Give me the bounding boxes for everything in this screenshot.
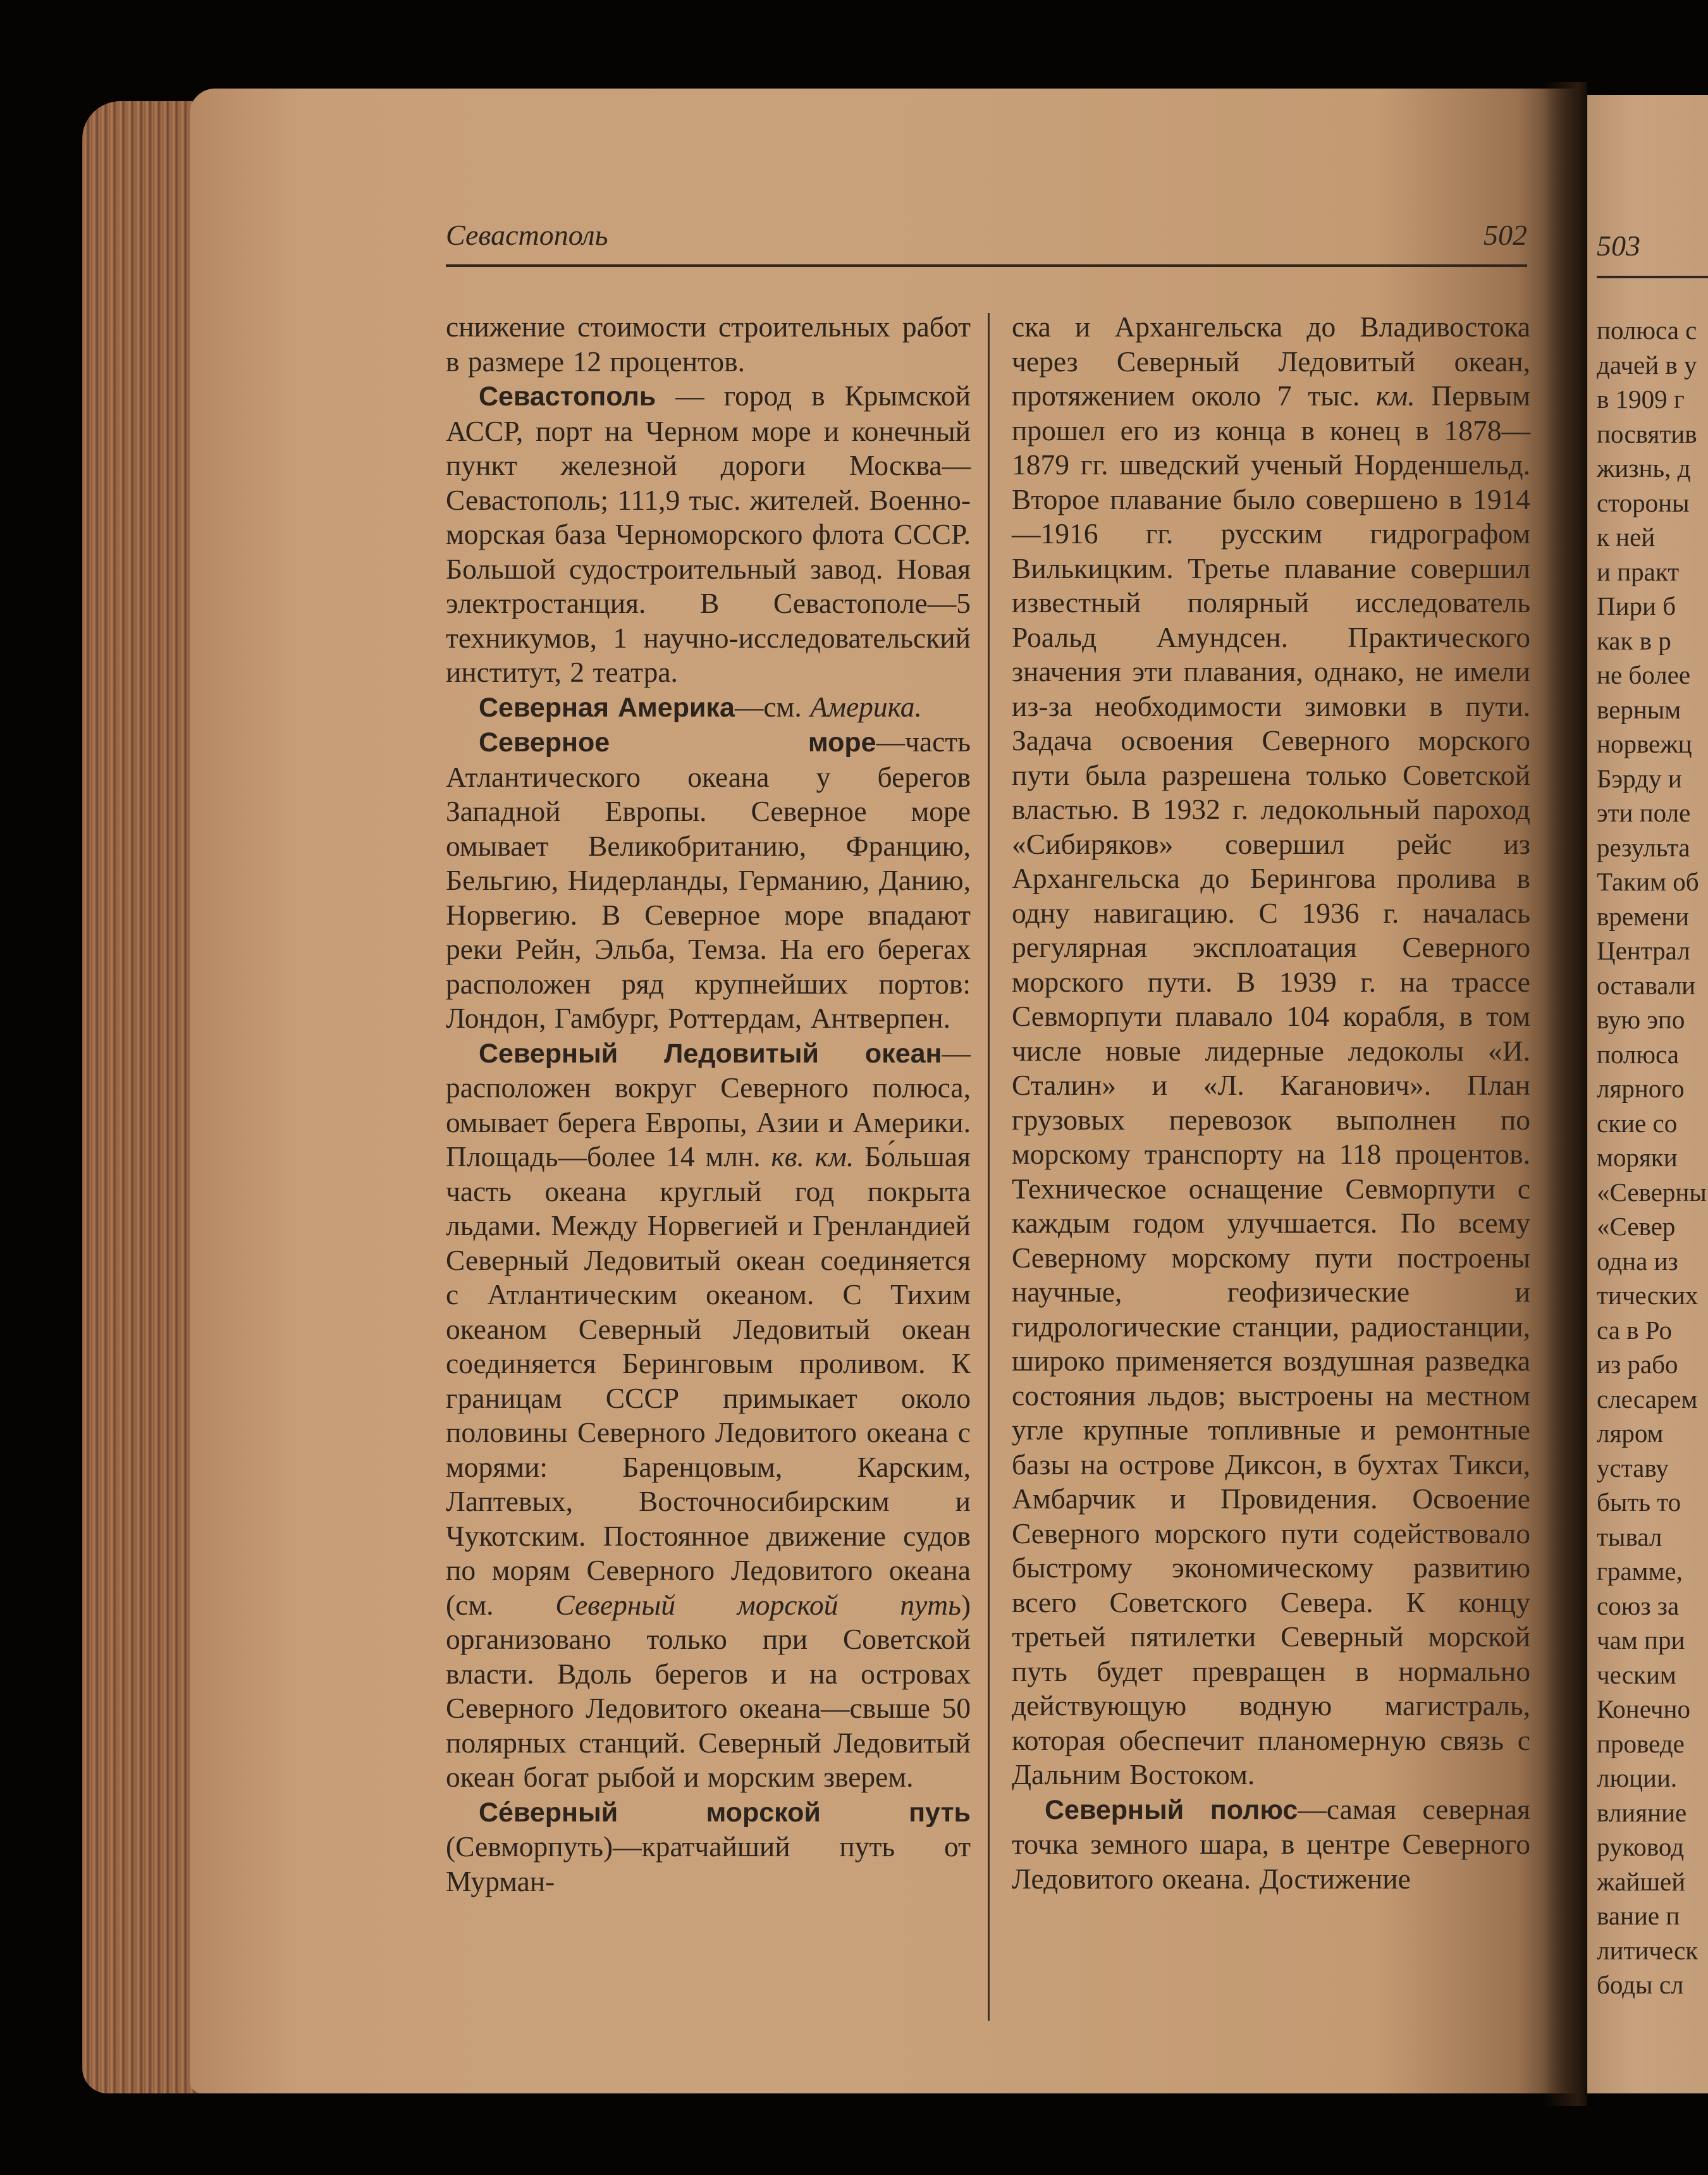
right-page-line: жайшей <box>1597 1866 1686 1896</box>
right-page-line: норвежц <box>1597 729 1692 758</box>
right-page-line: Конечно <box>1597 1694 1690 1723</box>
right-page-line: боды сл <box>1597 1970 1684 1999</box>
right-page-line: не более <box>1597 660 1691 689</box>
entry-text: —часть Атлантического океана у берегов Западной Европы. Северное море омывает Великобританию, Францию, Бельгию, Нидерланды, Германию, Данию, Норвегию. В Северное море впадают реки Рейн, Эльба, Темза. На его берегах расположен ряд крупнейших портов: Лондон, Гамбург, Роттердам, Антверпен. <box>446 725 971 1034</box>
right-page-line: верным <box>1597 694 1681 724</box>
right-page-line: дачей в у <box>1597 350 1697 379</box>
right-page-line: Таким об <box>1597 867 1699 896</box>
right-page-line: союз за <box>1597 1591 1680 1620</box>
paragraph-text: ска и Архангельска до Владивостока через Северный Ледовитый океан, протяжением около 7 тыс. <box>1012 311 1530 412</box>
unit-text: кв. км. <box>771 1140 854 1173</box>
running-head <box>446 218 1527 262</box>
right-page-line: ляром <box>1597 1419 1664 1448</box>
right-page-line: проведе <box>1597 1728 1685 1758</box>
right-page-line: одна из <box>1597 1246 1678 1276</box>
paragraph-continuation: снижение стоимости строительных работ в размере 12 процентов. <box>446 311 971 378</box>
entry-text: — город в Крымской АССР, порт на Черном море и конечный пункт железной дороги Москва—Севастополь; 111,9 тыс. жителей. Военно-морская база Черноморского флота СССР. Большой судостроительный завод. Новая электростанция. В Севастополе—5 техникумов, 1 научно-исследовательский институт, 2 театра. <box>446 379 971 688</box>
entry-northern-sea-route <box>446 1795 971 1899</box>
right-page-line: посвятив <box>1597 419 1697 448</box>
right-page-line: люции. <box>1597 1763 1678 1792</box>
right-page-line: Бэрду и <box>1597 763 1682 793</box>
right-page-line: из рабо <box>1597 1350 1678 1379</box>
right-page-line: быть то <box>1597 1488 1681 1517</box>
right-page-line: уставу <box>1597 1453 1669 1482</box>
entry-crossref: Америка. <box>810 690 922 723</box>
entry-text: —расположен вокруг Северного полюса, омывает берега Европы, Азии и Америки. Площадь—более 14 млн. <box>446 1036 971 1173</box>
entry-text: (Севморпуть)—кратчайший путь от Мурман- <box>446 1830 971 1897</box>
right-page-line: тических <box>1597 1281 1699 1310</box>
column-left <box>446 310 971 2005</box>
entry-term: Северная Америка <box>479 692 735 723</box>
right-page-line: полюса с <box>1597 316 1697 345</box>
entry-text: ) организовано только при Советской власти. Вдоль берегов и на островах Северного Ледовитого океана—свыше 50 полярных станций. Северный Ледовитый океан богат рыбой и морским зверем. <box>446 1588 971 1793</box>
header-rule <box>446 264 1527 267</box>
right-header-rule <box>1597 276 1708 278</box>
right-page-line: са в Ро <box>1597 1315 1673 1345</box>
right-page-line: тывал <box>1597 1522 1662 1551</box>
right-page-line: ческим <box>1597 1660 1676 1689</box>
page-number-right: 503 <box>1597 230 1640 262</box>
right-page-line: ские со <box>1597 1108 1678 1138</box>
right-page-line: результа <box>1597 832 1690 862</box>
right-page-line: как в р <box>1597 625 1671 655</box>
entry-text: —самая северная точка земного шара, в центре Северного Ледовитого океана. Достижение <box>1012 1792 1530 1895</box>
right-page-line: стороны <box>1597 488 1690 517</box>
right-page-line: литическ <box>1597 1935 1699 1965</box>
entry-term: Севастополь <box>479 381 656 412</box>
entry-term: Се́верный морской путь <box>479 1797 971 1828</box>
right-page-line: слесарем <box>1597 1384 1698 1414</box>
running-head-title: Севастополь <box>446 219 608 251</box>
column-separator <box>988 313 990 2021</box>
right-page-line: Пири б <box>1597 591 1676 620</box>
entry-text: —см. <box>734 690 811 723</box>
right-page-line: эти поле <box>1597 798 1691 827</box>
right-page-line: вую эпо <box>1597 1005 1685 1034</box>
right-page-fragments <box>1597 313 1708 2002</box>
right-page-line: грамме, <box>1597 1556 1683 1586</box>
right-page-line: моряки <box>1597 1143 1678 1172</box>
right-page-line: чам при <box>1597 1625 1685 1654</box>
right-page-line: и практ <box>1597 557 1680 586</box>
column-right <box>1012 310 1530 2005</box>
right-page-line: Централ <box>1597 936 1690 965</box>
entry-text: Бо́льшая часть океана круглый год покрыта льдами. Между Норвегией и Гренландией Северный Ледовитый океан соединяется с Атлантическим океаном. С Тихим океаном Северный Ледовитый океан соединяется Беринговым проливом. К границам СССР примыкает около половины Северного Ледовитого океана с морями: Баренцовым, Карским, Лаптевых, Восточносибирским и Чукотским. Постоянное движение судов по морям Северного Ледовитого океана (см. <box>446 1140 971 1621</box>
right-page-line: «Север <box>1597 1212 1676 1241</box>
entry-crossref: Северный морской путь <box>555 1588 961 1621</box>
right-page-line: руковод <box>1597 1832 1685 1861</box>
entry-north-pole <box>1012 1792 1530 1897</box>
book-gutter <box>1543 82 1587 2106</box>
entry-term: Северное море <box>479 727 876 758</box>
right-page-line: времени <box>1597 901 1690 931</box>
entry-north-america <box>446 690 971 725</box>
entry-sevastopol <box>446 379 971 690</box>
paragraph-text: Первым прошел его из конца в конец в 1878—1879 гг. шведский ученый Норденшельд. Второе плавание было совершено в 1914—1916 гг. русским гидрографом Вилькицким. Третье плавание совершил известный полярный исследователь Роальд Амундсен. Практического значения эти плавания, однако, не имели из-за необходимости зимовки в пути. Задача освоения Северного морского пути была разрешена только Советской властью. В 1932 г. ледокольный пароход «Сибиряков» совершил рейс из Архангельска до Берингова пролива в одну навигацию. С 1936 г. началась регулярная эксплоатация Северного морского пути. В 1939 г. на трассе Севморпути плавало 104 корабля, в том числе новые лидерные ледоколы «И. Сталин» и «Л. Каганович». План грузовых перевозок выполнен по морскому транспорту на 118 процентов. Техническое оснащение Севморпути с каждым годом улучшается. По всему Северному морскому пути построены научные, геофизические и гидрологические станции, радиостанции, широко применяется воздушная разведка состояния льдов; выстроены на местном угле крупные топливные и ремонтные базы на острове Диксон, в бухтах Тикси, Амбарчик и Провидения. Освоение Северного морского пути содействовало быстрому экономическому развитию всего Советского Севера. К концу третьей пятилетки Северный морской путь будет превращен в нормально действующую водную магистраль, которая обеспечит планомерную связь с Дальним Востоком. <box>1012 379 1530 1790</box>
right-page-line: в 1909 г <box>1597 385 1685 414</box>
entry-term: Северный Ледовитый океан <box>479 1038 942 1069</box>
entry-arctic-ocean <box>446 1036 971 1795</box>
right-page-line: жизнь, д <box>1597 453 1691 483</box>
right-page-line: влияние <box>1597 1797 1687 1827</box>
right-page-line: оставали <box>1597 970 1696 1000</box>
unit-text: км. <box>1375 379 1415 412</box>
paragraph-continuation <box>1012 310 1530 1792</box>
right-page-line: полюса <box>1597 1039 1679 1069</box>
right-page-line: вание п <box>1597 1901 1680 1930</box>
entry-north-sea <box>446 725 971 1036</box>
entry-term: Северный полюс <box>1045 1794 1298 1825</box>
right-page-line: «Северны <box>1597 1177 1707 1207</box>
right-page-line: лярного <box>1597 1074 1685 1103</box>
right-page-line: к ней <box>1597 522 1656 551</box>
page-number-left: 502 <box>1484 219 1527 251</box>
